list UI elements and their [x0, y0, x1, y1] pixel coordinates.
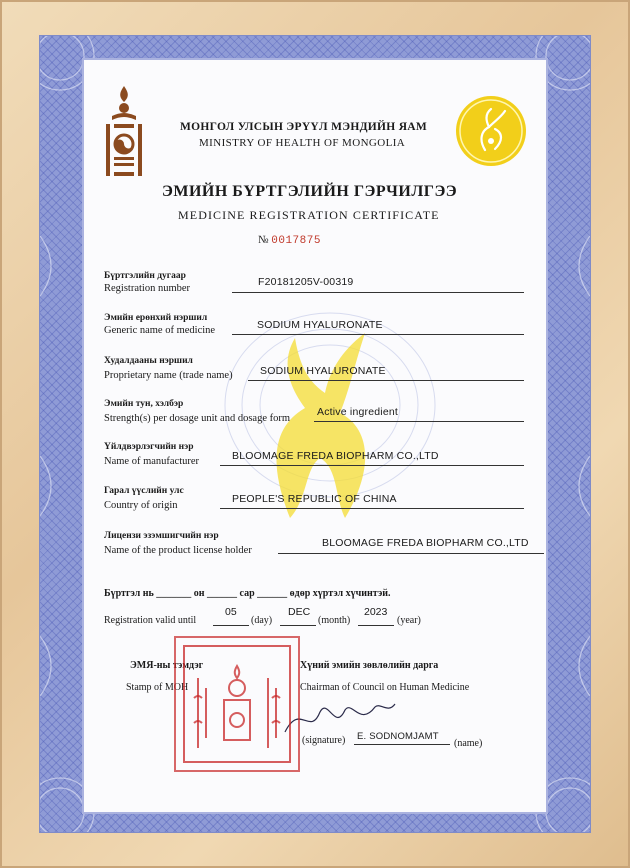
field-underline — [232, 292, 524, 293]
field-underline — [232, 334, 524, 335]
field-label-en: Name of manufacturer — [104, 456, 200, 467]
serial-number-value: 0017875 — [271, 235, 321, 247]
field-underline — [278, 553, 544, 554]
generic-name-value: SODIUM HYALURONATE — [257, 319, 383, 331]
stamp-soyombo-icon — [176, 638, 298, 770]
serial-prefix: № — [258, 234, 269, 246]
field-underline — [248, 380, 524, 381]
certificate-title-en: MEDICINE REGISTRATION CERTIFICATE — [178, 208, 440, 222]
field-label-en: Proprietary name (trade name) — [104, 370, 233, 381]
field-underline — [220, 465, 524, 466]
signature-label: (signature) — [302, 735, 346, 746]
field-label-mn: Худалдааны нэршил — [104, 356, 193, 366]
validity-line-mn: Бүртгэл нь _______ он ______ сар ______ өдөр хүртэл хүчинтэй. — [104, 588, 391, 599]
validity-label-en: Registration valid until — [104, 615, 197, 626]
day-underline — [213, 625, 249, 626]
field-label-en: Registration number — [104, 283, 191, 294]
month-underline — [280, 625, 316, 626]
country-value: PEOPLE'S REPUBLIC OF CHINA — [232, 493, 397, 505]
serial-number — [258, 234, 321, 247]
license-holder-value: BLOOMAGE FREDA BIOPHARM CO.,LTD — [322, 537, 529, 549]
valid-year-value: 2023 — [364, 606, 388, 618]
field-label-mn: Эмийн тун, хэлбэр — [104, 399, 184, 409]
valid-month-value: DEC — [288, 606, 311, 618]
official-stamp — [174, 636, 300, 772]
soyombo-emblem-icon — [102, 84, 146, 180]
year-underline — [358, 625, 394, 626]
field-label-en: Generic name of medicine — [104, 325, 216, 336]
field-label-mn: Үйлдвэрлэгчийн нэр — [104, 442, 194, 452]
signatory-name: E. SODNOMJAMT — [357, 731, 439, 742]
certificate-title-mn: ЭМИЙН БҮРТГЭЛИЙН ГЭРЧИЛГЭЭ — [162, 183, 458, 200]
chairman-label-mn: Хүний эмийн зөвлөлийн дарга — [300, 660, 439, 671]
registration-number-value: F20181205V-00319 — [258, 276, 354, 288]
trade-name-value: SODIUM HYALURONATE — [260, 365, 386, 377]
field-label-en: Name of the product license holder — [104, 545, 252, 556]
chairman-label-en: Chairman of Council on Human Medicine — [300, 682, 470, 693]
year-label: (year) — [397, 615, 421, 626]
yellow-seal-icon — [455, 95, 527, 167]
field-label-en: Strength(s) per dosage unit and dosage form — [104, 413, 291, 424]
field-label-mn: Гарал үүслийн улс — [104, 486, 184, 496]
field-underline — [220, 508, 524, 509]
manufacturer-value: BLOOMAGE FREDA BIOPHARM CO.,LTD — [232, 450, 439, 462]
signature-underline — [354, 744, 450, 745]
field-label-en: Country of origin — [104, 500, 178, 511]
name-label: (name) — [454, 738, 483, 749]
field-underline — [314, 421, 524, 422]
ministry-name-mn: МОНГОЛ УЛСЫН ЭРҮҮЛ МЭНДИЙН ЯАМ — [180, 121, 428, 133]
strength-value: Active ingredient — [317, 406, 399, 418]
day-label: (day) — [251, 615, 273, 626]
stamp-label-mn: ЭМЯ-ны тэмдэг — [130, 660, 204, 671]
ministry-name-en: MINISTRY OF HEALTH OF MONGOLIA — [199, 137, 406, 149]
field-label-mn: Эмийн ерөнхий нэршил — [104, 313, 208, 323]
valid-day-value: 05 — [225, 606, 237, 618]
field-label-mn: Лицензи эзэмшигчийн нэр — [104, 531, 219, 541]
stamp-label-en: Stamp of MOH — [126, 682, 189, 693]
month-label: (month) — [318, 615, 351, 626]
field-label-mn: Бүртгэлийн дугаар — [104, 271, 186, 281]
